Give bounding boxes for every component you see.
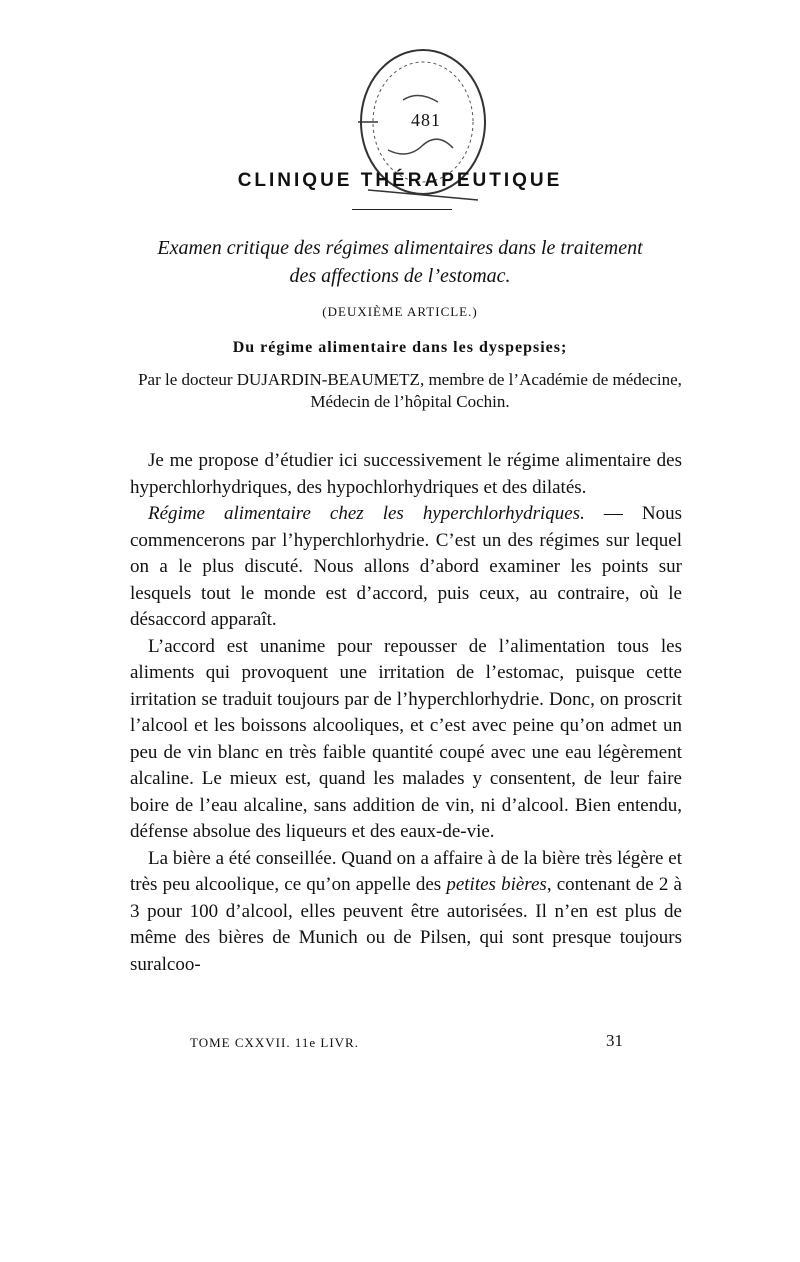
byline-author: Par le docteur DUJARDIN-BEAUMETZ, membre de l’Académie de médecine,	[138, 370, 682, 389]
subheading: Du régime alimentaire dans les dyspepsies;	[232, 339, 568, 356]
paragraph-4-start: La bière a été conseillée. Quand on a affaire à de la bière très légère et très peu alcoolique, ce qu’on appelle des	[130, 847, 682, 895]
paragraph-4-end: , contenant de 2 à 3 pour 100 d’alcool, elles peuvent être autorisées. Il n’en est plus de même des bières de Munich ou de Pilsen, qui sont presque toujours suralcoo-	[130, 874, 682, 975]
footer-volume: TOME CXXVII. 11e LIVR.	[190, 1035, 359, 1050]
paragraph-4-italic: petites bières	[446, 874, 547, 895]
article-title	[90, 234, 710, 290]
section-title: CLINIQUE THÉRAPEUTIQUE	[237, 170, 563, 191]
paragraph-2-heading: Régime alimentaire chez les hyperchlorhydriques.	[148, 503, 585, 524]
paragraph-1: Je me propose d’étudier ici successivement le régime alimentaire des hyperchlorhydriques, des hypochlorhydriques et des dilatés.	[130, 450, 682, 498]
byline	[130, 369, 690, 413]
paragraph-4	[130, 846, 682, 979]
footer-page-number: 31	[606, 1031, 623, 1050]
paragraph-3: L’accord est unanime pour repousser de l’alimentation tous les aliments qui provoquent une irritation de l’estomac, puisque cette irritation se traduit toujours par de l’hyperchlorhydrie. Donc, on proscrit l’alcool et les boissons alcooliques, et c’est avec peine qu’on admet un peu de vin blanc en très faible quantité coupé avec une eau légèrement alcaline. Le mieux est, quand les malades y consentent, de leur faire boire de l’eau alcaline, sans addition de vin, ni d’alcool. Bien entendu, défense absolue des liqueurs et des eaux-de-vie.	[130, 635, 682, 842]
paragraph-2-text: — Nous commencerons par l’hyperchlorhydrie. C’est un des régimes sur lequel on a le plus discuté. Nous allons d’abord examiner les points sur lesquels tout le monde est d’accord, puis ceux, au contraire, où le désaccord apparaît.	[130, 503, 682, 630]
byline-affiliation: Médecin de l’hôpital Cochin.	[310, 392, 510, 411]
paragraph-2	[130, 501, 682, 634]
article-body	[130, 448, 682, 978]
stamp-number: 481	[411, 110, 441, 130]
article-note: (DEUXIÈME ARTICLE.)	[322, 304, 478, 319]
article-title-line1: Examen critique des régimes alimentaires dans le traitement	[157, 237, 643, 259]
title-rule	[352, 209, 452, 210]
article-title-line2: des affections de l’estomac.	[289, 265, 511, 287]
